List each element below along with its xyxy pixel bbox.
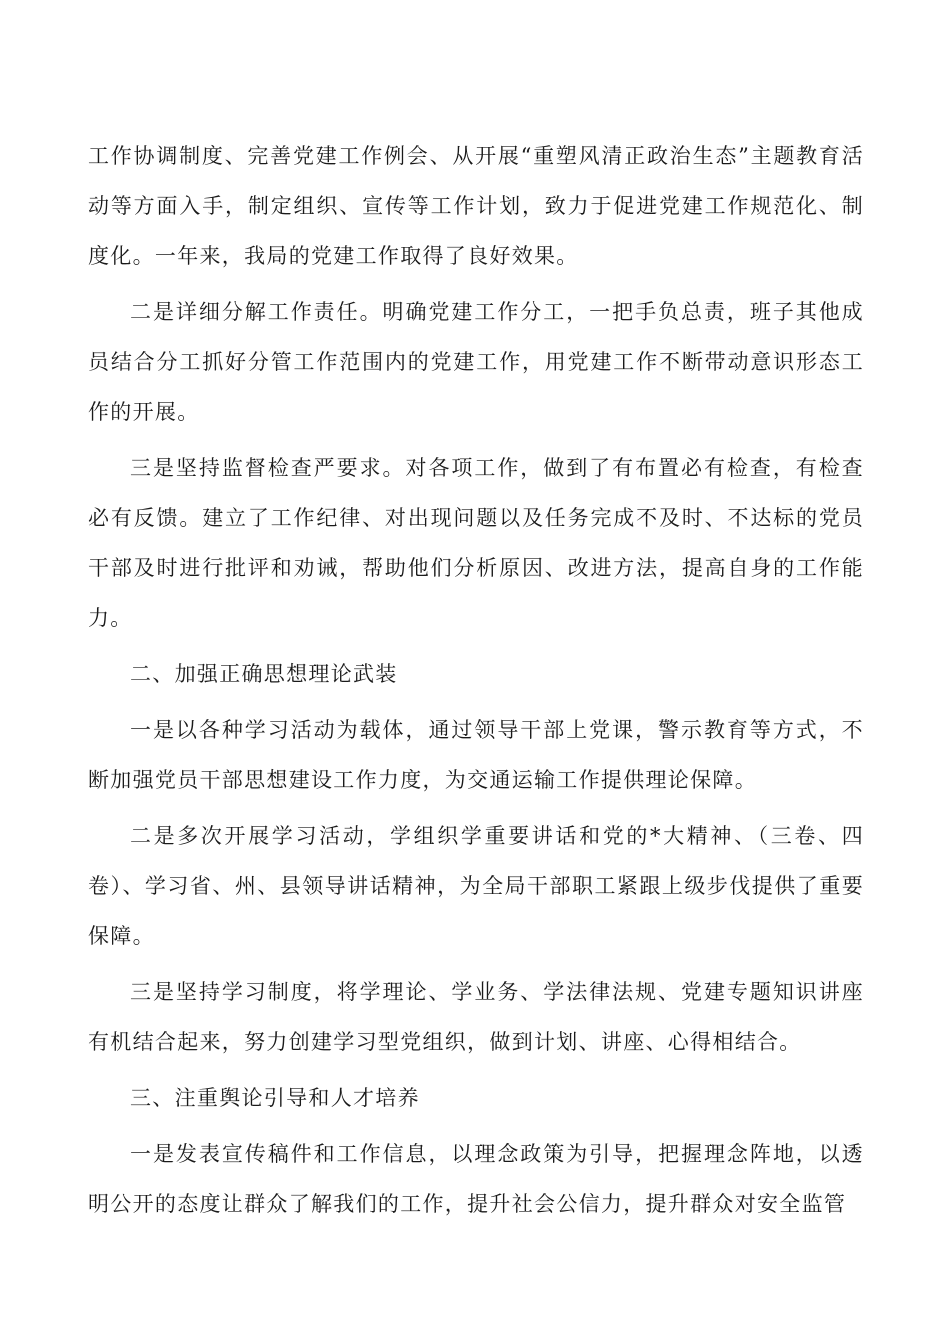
- paragraph-study-system: 三是坚持学习制度，将学理论、学业务、学法律法规、党建专题知识讲座有机结合起来，努力创建学习型党组织，做到计划、讲座、心得相结合。: [88, 980, 864, 1054]
- section-heading-public-opinion: 三、注重舆论引导和人才培养: [130, 1086, 420, 1110]
- paragraph-learning-activities: 一是以各种学习活动为载体，通过领导干部上党课，警示教育等方式，不断加强党员干部思想建设工作力度，为交通运输工作提供理论保障。: [88, 718, 864, 792]
- document-body: [88, 131, 864, 1235]
- paragraph-study-sessions: 二是多次开展学习活动，学组织学重要讲话和党的*大精神、（三卷、四卷）、学习省、州、县领导讲话精神，为全局干部职工紧跟上级步伐提供了重要保障。: [88, 824, 864, 948]
- paragraph-publicity: 一是发表宣传稿件和工作信息，以理念政策为引导，把握理念阵地，以透明公开的态度让群众了解我们的工作，提升社会公信力，提升群众对安全监管: [88, 1142, 864, 1216]
- paragraph-responsibility: 二是详细分解工作责任。明确党建工作分工，一把手负总责，班子其他成员结合分工抓好分管工作范围内的党建工作，用党建工作不断带动意识形态工作的开展。: [88, 300, 864, 424]
- paragraph-supervision: 三是坚持监督检查严要求。对各项工作，做到了有布置必有检查，有检查必有反馈。建立了工作纪律、对出现问题以及任务完成不及时、不达标的党员干部及时进行批评和劝诫，帮助他们分析原因、改进方法，提高自身的工作能力。: [88, 456, 864, 630]
- paragraph-continuation: 工作协调制度、完善党建工作例会、从开展“重塑风清正政治生态”主题教育活动等方面入手，制定组织、宣传等工作计划，致力于促进党建工作规范化、制度化。一年来，我局的党建工作取得了良好效果。: [88, 144, 864, 268]
- section-heading-theory: 二、加强正确思想理论武装: [130, 662, 398, 686]
